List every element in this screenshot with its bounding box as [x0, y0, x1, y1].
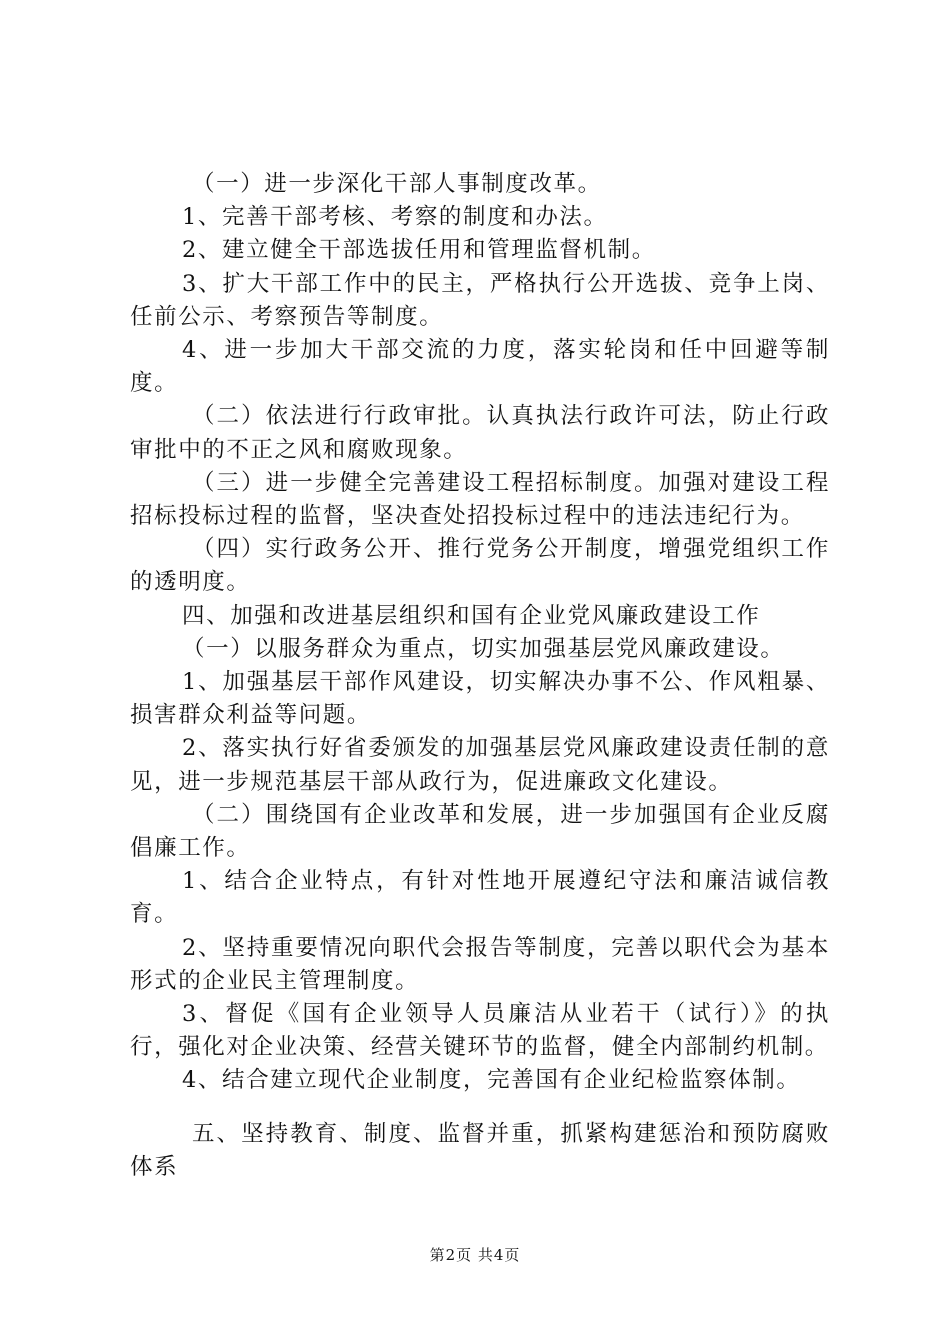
paragraph: 1、完善干部考核、考察的制度和办法。 — [182, 204, 608, 231]
paragraph: （一）以服务群众为重点，切实加强基层党风廉政建设。 — [182, 635, 785, 662]
paragraph: （二）依法进行行政审批。认真执法行政许可法，防止行政审批中的不正之风和腐败现象。 — [130, 403, 830, 463]
paragraph: 四、加强和改进基层组织和国有企业党风廉政建设工作 — [182, 602, 761, 629]
paragraph: 2、坚持重要情况向职代会报告等制度，完善以职代会为基本形式的企业民主管理制度。 — [130, 934, 830, 994]
paragraph: 1、加强基层干部作风建设，切实解决办事不公、作风粗暴、损害群众利益等问题。 — [130, 669, 830, 729]
paragraph: （三）进一步健全完善建设工程招标制度。加强对建设工程招标投标过程的监督，坚决查处招投标过程中的违法违纪行为。 — [130, 469, 830, 530]
paragraph: 4、结合建立现代企业制度，完善国有企业纪检监察体制。 — [182, 1067, 801, 1094]
document-body — [130, 168, 830, 1184]
paragraph: 3、督促《国有企业领导人员廉洁从业若干（试行）》的执行，强化对企业决策、经营关键环节的监督，健全内部制约机制。 — [130, 1001, 830, 1061]
paragraph: 2、建立健全干部选拔任用和管理监督机制。 — [182, 237, 656, 264]
paragraph: 1、结合企业特点，有针对性地开展遵纪守法和廉洁诚信教育。 — [130, 868, 830, 928]
paragraph: 3、扩大干部工作中的民主，严格执行公开选拔、竞争上岗、任前公示、考察预告等制度。 — [130, 270, 830, 330]
paragraph: （四）实行政务公开、推行党务公开制度，增强党组织工作的透明度。 — [130, 536, 830, 596]
page-footer: 第2页 共4页 — [429, 1246, 521, 1264]
paragraph: （一）进一步深化干部人事制度改革。 — [192, 171, 602, 197]
paragraph: 4、进一步加大干部交流的力度，落实轮岗和任中回避等制度。 — [130, 337, 830, 397]
paragraph: 2、落实执行好省委颁发的加强基层党风廉政建设责任制的意见，进一步规范基层干部从政行为，促进廉政文化建设。 — [130, 735, 830, 795]
paragraph: 五、坚持教育、制度、监督并重，抓紧构建惩治和预防腐败体系 — [130, 1120, 830, 1180]
paragraph: （二）围绕国有企业改革和发展，进一步加强国有企业反腐倡廉工作。 — [130, 801, 830, 862]
